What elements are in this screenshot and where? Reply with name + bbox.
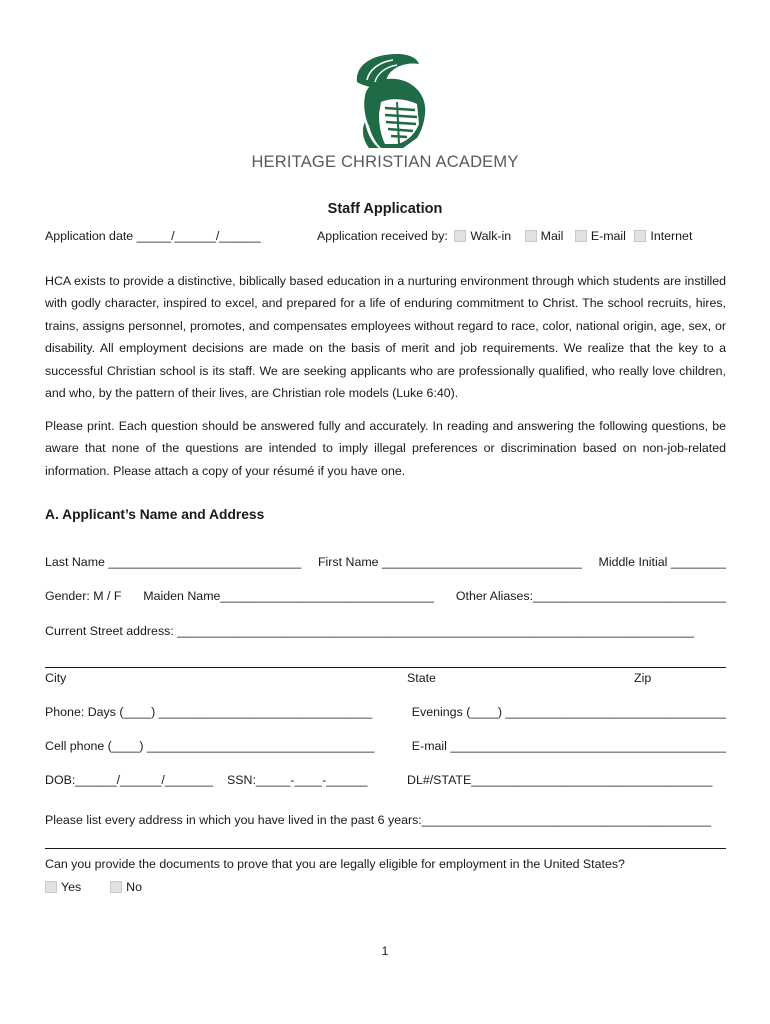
maiden-name-field[interactable]: Maiden Name_______________________________ <box>143 589 435 603</box>
previous-addresses-line[interactable] <box>45 848 726 849</box>
ssn-field[interactable]: SSN:_____-____-______ <box>227 773 368 787</box>
instructions-paragraph: Please print. Each question should be answered fully and accurately. In reading and answering the following questions, be aware that none of the questions are intended to imply illegal preferences or discrimination based on non-job-related information. Please attach a copy of your résumé if you have one. <box>45 419 726 478</box>
zip-label: Zip <box>634 671 652 685</box>
page-number: 1 <box>381 944 389 958</box>
spartan-helmet-logo <box>345 52 431 150</box>
middle-initial-field[interactable]: Middle Initial ________ <box>598 555 726 569</box>
eligibility-options <box>45 880 142 894</box>
city-label: City <box>45 671 67 685</box>
no-label: No <box>126 880 142 894</box>
previous-addresses-field[interactable]: Please list every address in which you have lived in the past 6 years:__________________________________________ <box>45 813 712 827</box>
phone-days-field[interactable]: Phone: Days (____) _______________________________ <box>45 705 373 719</box>
state-label: State <box>407 671 436 685</box>
cell-email-row <box>45 739 726 753</box>
gender-field[interactable]: Gender: M / F <box>45 589 122 603</box>
internet-label: Internet <box>650 229 693 243</box>
application-date-field[interactable]: Application date _____/______/______ <box>45 229 261 243</box>
email-option-label: E-mail <box>590 229 626 243</box>
dob-field[interactable]: DOB:______/______/_______ <box>45 773 214 787</box>
street-address-field[interactable]: Current Street address: ___________________________________________________________________________ <box>45 624 695 638</box>
form-title: Staff Application <box>327 201 443 217</box>
received-by-label: Application received by: <box>317 229 448 243</box>
mission-paragraph: HCA exists to provide a distinctive, biblically based education in a nurturing environment through which students are instilled with godly character, inspired to excel, and prepared for a life of enduring commitment to Christ. The school recruits, hires, trains, assigns personnel, promotes, and compensates employees without regard to race, color, national origin, age, sex, or disability. All employment decisions are made on the basis of merit and job requirements. We realize that the key to a successful Christian school is its staff. We are seeking applicants who are professionally qualified, who really love children, and who, by the pattern of their lives, are Christian role models (Luke 6:40). <box>45 274 726 401</box>
phone-evenings-field[interactable]: Evenings (____) ________________________________ <box>411 705 726 719</box>
received-by-group <box>317 229 692 243</box>
other-aliases-field[interactable]: Other Aliases:____________________________ <box>455 589 726 603</box>
walk-in-checkbox[interactable] <box>454 230 466 242</box>
yes-checkbox[interactable] <box>45 881 57 893</box>
no-checkbox[interactable] <box>110 881 122 893</box>
last-name-field[interactable]: Last Name ____________________________ <box>45 555 302 569</box>
cell-phone-field[interactable]: Cell phone (____) _________________________________ <box>45 739 375 753</box>
email-field[interactable]: E-mail ________________________________________ <box>411 739 726 753</box>
email-checkbox[interactable] <box>575 230 587 242</box>
first-name-field[interactable]: First Name _____________________________ <box>317 555 582 569</box>
mail-label: Mail <box>540 229 564 243</box>
yes-label: Yes <box>61 880 82 894</box>
mail-checkbox[interactable] <box>525 230 537 242</box>
drivers-license-field[interactable]: DL#/STATE___________________________________ <box>407 773 713 787</box>
phone-row <box>45 705 726 719</box>
internet-checkbox[interactable] <box>634 230 646 242</box>
name-row <box>45 555 726 569</box>
gender-row <box>45 589 726 603</box>
eligibility-question: Can you provide the documents to prove that you are legally eligible for employment in the United States? <box>45 857 625 871</box>
address-line[interactable] <box>45 667 726 668</box>
walk-in-label: Walk-in <box>470 229 512 243</box>
section-a-heading: A. Applicant’s Name and Address <box>45 507 265 522</box>
school-name: HERITAGE CHRISTIAN ACADEMY <box>251 153 519 171</box>
